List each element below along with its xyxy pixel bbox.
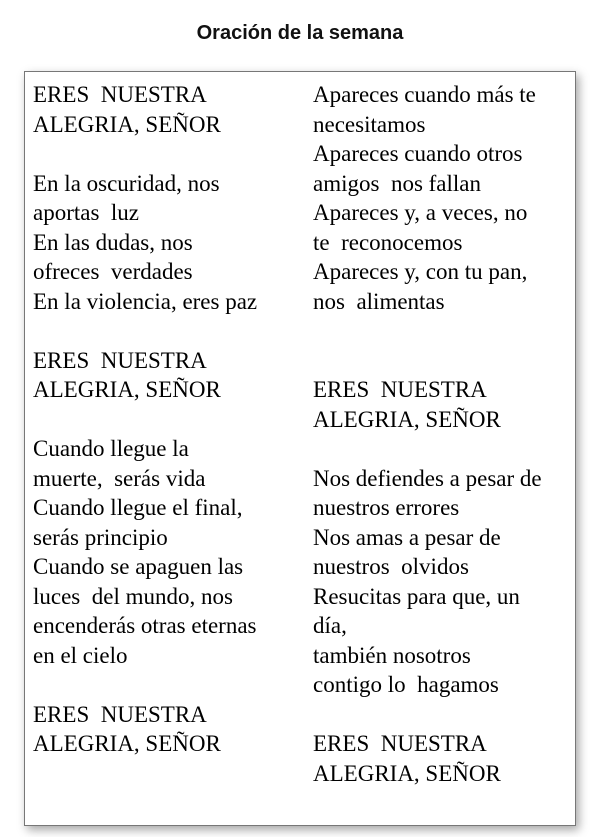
prayer-line: ALEGRIA, SEÑOR <box>33 731 221 756</box>
prayer-column-left <box>33 80 257 759</box>
stanza-gap <box>33 316 257 346</box>
stanza-gap <box>313 346 542 376</box>
prayer-line: ERES NUESTRA <box>313 731 487 756</box>
prayer-line: nuestros errores <box>313 495 460 520</box>
stanza-gap <box>313 316 542 346</box>
prayer-line: En la violencia, eres paz <box>33 288 258 314</box>
prayer-line: Cuando llegue la <box>33 436 189 461</box>
prayer-line: ALEGRIA, SEÑOR <box>33 111 221 137</box>
page-title: Oración de la semana <box>196 22 404 44</box>
prayer-line: necesitamos <box>313 111 426 137</box>
prayer-line: En la oscuridad, nos <box>33 170 220 196</box>
prayer-line: aportas luz <box>33 200 140 225</box>
prayer-line: Resucitas para que, un <box>313 583 520 609</box>
prayer-line: Apareces y, a veces, no <box>313 200 528 225</box>
prayer-line: ALEGRIA, SEÑOR <box>313 406 501 432</box>
prayer-line: Nos amas a pesar de <box>313 524 501 550</box>
prayer-line: ERES NUESTRA <box>33 347 207 373</box>
prayer-line: Apareces cuando más te <box>313 82 536 107</box>
prayer-line: amigos nos fallan <box>313 170 481 196</box>
prayer-line: contigo lo hagamos <box>313 672 499 697</box>
prayer-line: Cuando llegue el final, <box>33 495 243 520</box>
stanza-gap <box>33 405 257 435</box>
stanza-gap <box>33 670 257 700</box>
prayer-line: ALEGRIA, SEÑOR <box>313 760 501 786</box>
prayer-line: Apareces y, con tu pan, <box>313 259 528 284</box>
stanza-gap <box>313 700 542 730</box>
prayer-line: ERES NUESTRA <box>33 701 207 727</box>
prayer-line: también nosotros <box>313 642 471 668</box>
prayer-line: ERES NUESTRA <box>313 377 487 402</box>
prayer-line: Apareces cuando otros <box>313 141 523 166</box>
prayer-column-right <box>313 80 542 788</box>
prayer-line: ALEGRIA, SEÑOR <box>33 377 221 402</box>
prayer-line: te reconocemos <box>313 229 463 255</box>
prayer-line: Cuando se apaguen las <box>33 554 244 579</box>
stanza-gap <box>33 139 257 169</box>
prayer-line: encenderás otras eternas <box>33 613 257 638</box>
prayer-line: Nos defiendes a pesar de <box>313 465 542 491</box>
prayer-line: en el cielo <box>33 642 128 668</box>
prayer-line: nuestros olvidos <box>313 554 469 579</box>
prayer-line: serás principio <box>33 524 168 550</box>
prayer-line: día, <box>313 613 347 638</box>
prayer-line: luces del mundo, nos <box>33 583 233 609</box>
prayer-line: muerte, serás vida <box>33 465 206 491</box>
prayer-line: ERES NUESTRA <box>33 82 207 107</box>
prayer-line: ofreces verdades <box>33 259 193 284</box>
stanza-gap <box>313 434 542 464</box>
prayer-line: En las dudas, nos <box>33 229 193 255</box>
prayer-line: nos alimentas <box>313 288 445 314</box>
